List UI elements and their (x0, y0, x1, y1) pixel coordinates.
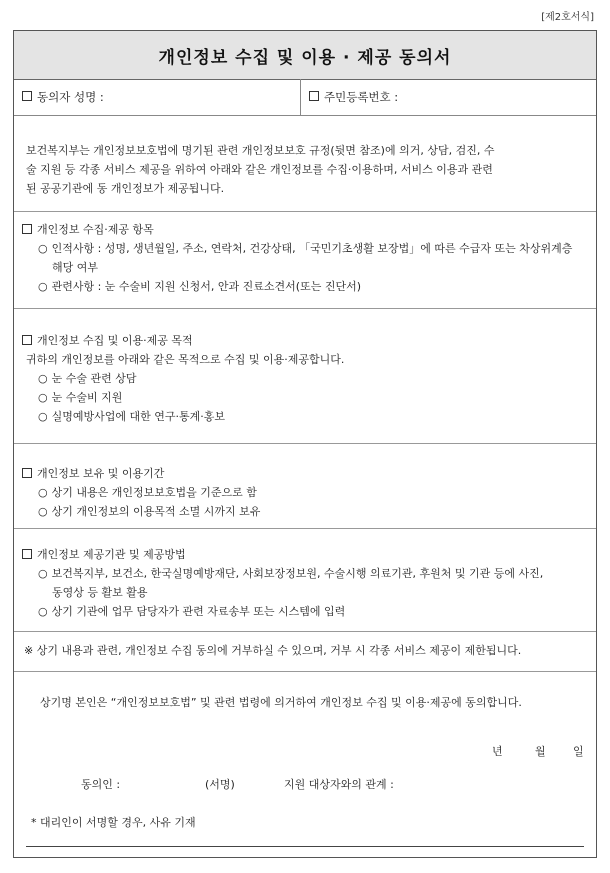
checkbox-icon[interactable] (22, 224, 32, 234)
signature-row (14, 776, 596, 796)
section-title: 개인정보 수집·제공 항목 (37, 223, 154, 236)
section-title: 개인정보 제공기관 및 제공방법 (37, 548, 186, 561)
refusal-notice: ※ 상기 내용과 관련, 개인정보 수집 동의에 거부하실 수 있으며, 거부 시 각종 서비스 제공이 제한됩니다. (24, 644, 522, 657)
bullet-circle-icon: ○ (38, 391, 48, 404)
checkbox-icon[interactable] (22, 91, 32, 101)
list-item: 눈 수술 관련 상담 (51, 372, 137, 385)
divider (14, 631, 596, 632)
divider (14, 211, 596, 212)
relationship-label: 지원 대상자와의 관계 : (284, 778, 394, 791)
title-bar (14, 31, 596, 80)
section-lead: 귀하의 개인정보를 아래와 같은 목적으로 수집 및 이용·제공합니다. (26, 353, 345, 366)
proxy-note: * 대리인이 서명할 경우, 사유 기재 (31, 816, 196, 829)
list-item: 눈 수술비 지원 (51, 391, 123, 404)
bullet-circle-icon: ○ (38, 280, 48, 293)
identity-row (14, 79, 596, 116)
form-number: [제2호서식] (541, 12, 594, 23)
signature-label[interactable]: (서명) (205, 778, 235, 791)
section-purpose (14, 331, 596, 426)
divider (14, 528, 596, 529)
bullet-circle-icon: ○ (38, 505, 48, 518)
list-item: 상기 내용은 개인정보보호법을 기준으로 함 (51, 486, 257, 499)
divider (14, 443, 596, 444)
resident-number-label: 주민등록번호 : (324, 90, 399, 104)
list-item: 보건복지부, 보건소, 한국실명예방재단, 사회보장정보원, 수술시행 의료기관, 후원처 및 기관 등에 사진, (51, 567, 544, 580)
divider (14, 671, 596, 672)
agreement-statement: 상기명 본인은 “개인정보보호법” 및 관련 법령에 의거하여 개인정보 수집 및 이용·제공에 동의합니다. (40, 696, 522, 709)
resident-number-cell[interactable] (301, 79, 596, 115)
list-item-continued: 동영상 등 활보 활용 (52, 586, 148, 599)
bullet-circle-icon: ○ (38, 567, 48, 580)
intro-paragraph (14, 141, 596, 198)
consenter-name-cell[interactable] (14, 79, 301, 115)
intro-line: 된 공공기관에 동 개인정보가 제공됩니다. (26, 182, 225, 195)
bullet-circle-icon: ○ (38, 242, 48, 255)
section-title: 개인정보 수집 및 이용·제공 목적 (37, 334, 193, 347)
date-month-label: 월 (535, 745, 546, 758)
list-item: 상기 개인정보의 이용목적 소멸 시까지 보유 (51, 505, 261, 518)
section-title: 개인정보 보유 및 이용기간 (37, 467, 165, 480)
checkbox-icon[interactable] (22, 335, 32, 345)
date-year-label: 년 (492, 745, 503, 758)
intro-line: 보건복지부는 개인정보보호법에 명기된 관련 개인정보보호 규정(뒷면 참조)에 의거, 상담, 검진, 수 (26, 144, 495, 157)
divider (14, 308, 596, 309)
intro-line: 술 지원 등 각종 서비스 제공을 위하여 아래와 같은 개인정보를 수집·이용하며, 서비스 이용과 관련 (26, 163, 493, 176)
section-provider (14, 545, 596, 621)
date-row (14, 743, 596, 763)
form-title: 개인정보 수집 및 이용 · 제공 동의서 (158, 47, 452, 68)
list-item: 상기 기관에 업무 담당자가 관련 자료송부 또는 시스템에 입력 (51, 605, 346, 618)
bullet-circle-icon: ○ (38, 486, 48, 499)
checkbox-icon[interactable] (309, 91, 319, 101)
list-item: 관련사항 : 눈 수술비 지원 신청서, 안과 진료소견서(또는 진단서) (51, 280, 362, 293)
list-item: 인적사항 : 성명, 생년월일, 주소, 연락처, 건강상태, 「국민기초생활 보장법」에 따른 수급자 또는 차상위계층 (51, 242, 573, 255)
bottom-rule (26, 846, 584, 847)
section-collected-items (14, 220, 596, 296)
checkbox-icon[interactable] (22, 549, 32, 559)
consenter-label: 동의인 : (81, 778, 121, 791)
consent-form (13, 30, 597, 858)
bullet-circle-icon: ○ (38, 410, 48, 423)
section-retention (14, 464, 596, 521)
date-day-label: 일 (573, 745, 584, 758)
list-item-continued: 해당 여부 (52, 261, 99, 274)
bullet-circle-icon: ○ (38, 372, 48, 385)
proxy-note-row (14, 814, 596, 834)
list-item: 실명예방사업에 대한 연구·통계·홍보 (51, 410, 225, 423)
checkbox-icon[interactable] (22, 468, 32, 478)
bullet-circle-icon: ○ (38, 605, 48, 618)
consenter-name-label: 동의자 성명 : (37, 90, 104, 104)
